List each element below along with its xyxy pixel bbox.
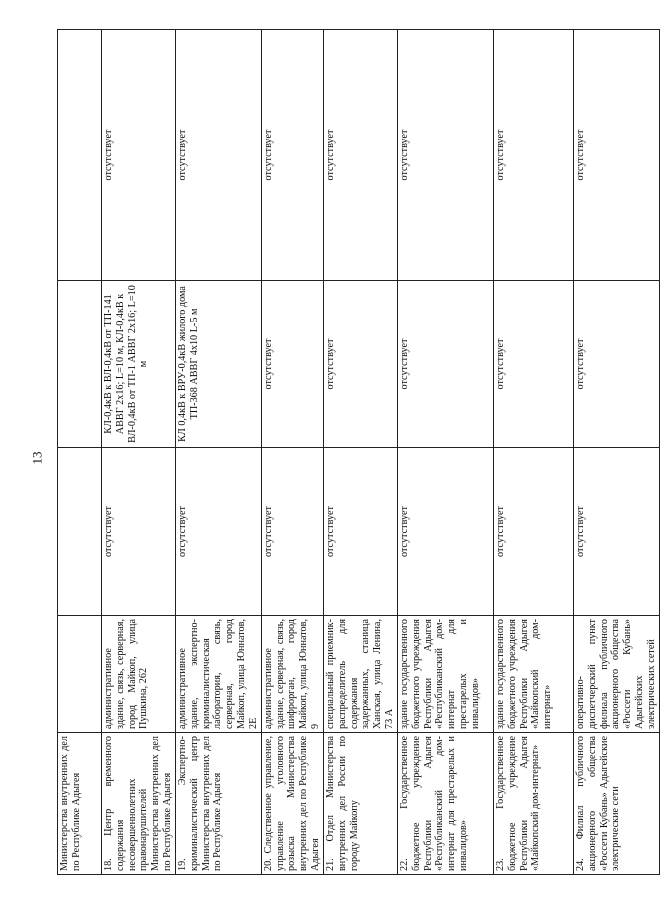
table-row: [102, 30, 176, 875]
row-1-col3-cell: отсутствует: [102, 448, 176, 616]
row-3-col4-cell: отсутствует: [261, 281, 323, 448]
table-row: [573, 30, 659, 875]
row-4-col5-cell: отсутствует: [323, 30, 397, 281]
row-0-address-cell: [58, 616, 102, 733]
table-row: [493, 30, 573, 875]
row-4-name-cell: 21. Отдел Министерства внутренних дел России по городу Майкопу: [323, 733, 397, 875]
row-6-col5-cell: отсутствует: [493, 30, 573, 281]
row-0-col4-cell: [58, 281, 102, 448]
table-row: [323, 30, 397, 875]
row-1-name-cell: 18. Центр временного содержания несовершеннолетних правонарушителей Министерства внутренних дел по Республике Адыгея: [102, 733, 176, 875]
row-5-address-cell: здание государственного бюджетного учреждения Республики Адыгея «Республиканский дом-интернат для престарелых и инвалидов»: [397, 616, 493, 733]
row-0-col5-cell: [58, 30, 102, 281]
page-number: [30, 448, 44, 468]
row-2-col4-cell: КЛ 0,4кВ к ВРУ-0,4кВ жилого дома ТП-368 АВВГ 4х10 L-5 м: [175, 281, 261, 448]
row-2-col5-cell: отсутствует: [175, 30, 261, 281]
row-3-col5-cell: отсутствует: [261, 30, 323, 281]
table-frame: [57, 30, 657, 875]
row-3-col3-cell: отсутствует: [261, 448, 323, 616]
row-5-col5-cell: отсутствует: [397, 30, 493, 281]
table-row: [397, 30, 493, 875]
row-3-address-cell: административное здание, серверная, связь, шифрорган, город Майкоп, улица Юннатов, 9: [261, 616, 323, 733]
row-4-col3-cell: отсутствует: [323, 448, 397, 616]
facilities-table: [57, 29, 660, 875]
row-0-name-cell: Министерства внутренних дел по Республике Адыгея: [58, 733, 102, 875]
row-7-col4-cell: отсутствует: [573, 281, 659, 448]
row-6-col4-cell: отсутствует: [493, 281, 573, 448]
row-5-col4-cell: отсутствует: [397, 281, 493, 448]
page-number-text: 13: [29, 451, 44, 465]
row-0-col3-cell: [58, 448, 102, 616]
row-1-col5-cell: отсутствует: [102, 30, 176, 281]
table-row: [175, 30, 261, 875]
table-row: [58, 30, 102, 875]
row-3-name-cell: 20. Следственное управление, управление уголовного розыска Министерства внутренних дел по Республике Адыгея: [261, 733, 323, 875]
row-1-address-cell: административное здание, связь, серверная, город Майкоп, улица Пушкина, 262: [102, 616, 176, 733]
row-5-col3-cell: отсутствует: [397, 448, 493, 616]
row-2-name-cell: 19. Экспертно-криминалистический центр Министерства внутренних дел по Республике Адыгея: [175, 733, 261, 875]
row-5-name-cell: 22. Государственное бюджетное учреждение Республики Адыгея «Республиканский дом-интернат для престарелых и инвалидов»: [397, 733, 493, 875]
table-row: [261, 30, 323, 875]
row-7-col5-cell: отсутствует: [573, 30, 659, 281]
row-2-col3-cell: отсутствует: [175, 448, 261, 616]
row-4-address-cell: специальный приемник-распределитель для содержания задержанных, станица Ханская, улица Ленина, 73 А: [323, 616, 397, 733]
row-6-name-cell: 23. Государственное бюджетное учреждение Республики Адыгея «Майкопский дом-интернат»: [493, 733, 573, 875]
row-6-address-cell: здание государственного бюджетного учреждения Республики Адыгея «Майкопский дом-интернат»: [493, 616, 573, 733]
row-2-address-cell: административное здание, экспертно-криминалистическая лаборатория, связь, серверная, город Майкоп, улица Юннатов, 2Е: [175, 616, 261, 733]
row-6-col3-cell: отсутствует: [493, 448, 573, 616]
row-7-name-cell: 24. Филиал публичного акционерного общества «Россети Кубань» Адыгейские электрические сети: [573, 733, 659, 875]
rotated-table-container: [57, 30, 657, 875]
row-4-col4-cell: отсутствует: [323, 281, 397, 448]
row-1-col4-cell: КЛ-0,4кВ к ВЛ-0,4кВ от ТП-141 АВВГ 2х16; L=10 м, КЛ-0,4кВ к ВЛ-0,4кВ от ТП-1 АВВГ 2х16; L=10 м: [102, 281, 176, 448]
row-7-col3-cell: отсутствует: [573, 448, 659, 616]
row-7-address-cell: оперативно-диспетчерский пункт филиала публичного акционерного общества «Россети Кубань» Адыгейских электрических сетей: [573, 616, 659, 733]
